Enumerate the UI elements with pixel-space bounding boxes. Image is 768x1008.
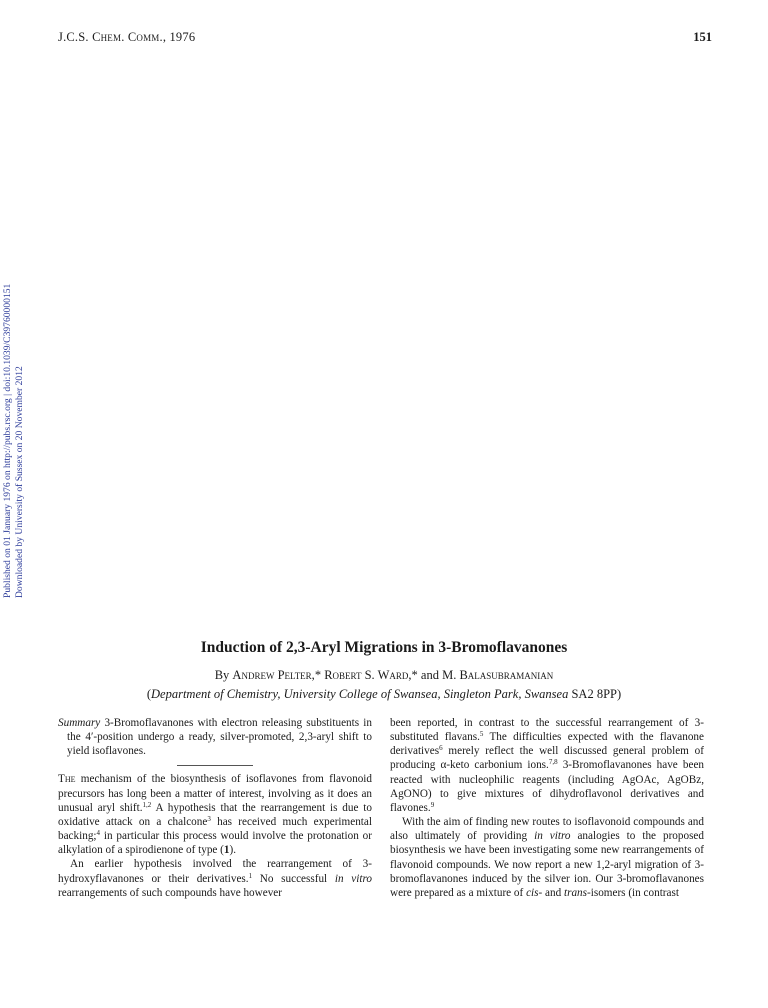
affiliation-text: Department of Chemistry, University College of Swansea, Singleton Park, Swansea (151, 687, 572, 701)
text-run: has received much experimental backing; (58, 815, 372, 843)
reference-mark: 7,8 (548, 758, 558, 767)
affiliation-paren: ( (146, 687, 152, 701)
download-notice: Downloaded by University of Sussex on 20 November 2012 (13, 366, 25, 598)
article-title: Induction of 2,3-Aryl Migrations in 3-Bromoflavanones (200, 639, 568, 656)
author-pelter: Andrew Pelter, (232, 668, 315, 682)
journal-citation (58, 30, 195, 45)
italic-term: trans (563, 886, 587, 899)
text-run: mechanism of the biosynthesis of isoflavones from flavonoid precursors has long been a matter of interest, involving as it does an unusual aryl shift. (58, 773, 372, 814)
journal-name: Chem. Comm. (92, 30, 163, 44)
reference-mark: 1,2 (142, 800, 152, 809)
section-divider (177, 765, 253, 766)
affiliation (0, 687, 768, 702)
journal-year: , 1976 (162, 30, 196, 44)
text-run: An earlier hypothesis involved the rearrangement of 3-hydroxyflavanones or their derivatives. (58, 858, 372, 885)
italic-term: cis (526, 886, 539, 899)
summary-text: 3-Bromoflavanones with electron releasing substituents in the 4′-position undergo a ready, silver-promoted, 2,3-aryl shift to yield isoflavones. (67, 717, 372, 758)
italic-term: in vitro (334, 872, 373, 885)
reference-mark: 5 (479, 730, 484, 739)
author-by: By (214, 668, 233, 682)
text-run: ). (229, 844, 237, 857)
page-number: 151 (693, 30, 712, 44)
italic-term: in vitro (534, 830, 571, 843)
reference-mark: 1 (248, 871, 253, 880)
journal-prefix: J.C.S. (58, 30, 93, 44)
text-run: analogies to the proposed biosynthesis we have been investigating some new rearrangements of flavonoid compounds. We now report a new 1,2-aryl migration of 3-bromoflavanones induced by the silver ion. Our 3-bromoflavanones were prepared as a mixture of (390, 830, 704, 899)
text-run: No successful (252, 872, 335, 885)
left-column (58, 716, 372, 900)
compound-number: 1 (223, 844, 230, 857)
reference-mark: 9 (430, 800, 435, 809)
author-separator: * (314, 668, 325, 682)
text-run: merely reflect the well discussed general problem of producing α-keto carbonium ions. (390, 745, 704, 772)
author-separator: * and (411, 668, 443, 682)
text-run: With the aim of finding new routes to isoflavonoid compounds and also ultimately of providing (390, 816, 704, 843)
publication-notice[interactable]: Published on 01 January 1976 on http://pubs.rsc.org | doi:10.1039/C39760000151 (2, 283, 13, 598)
postcode: SA2 8PP (571, 687, 617, 701)
lead-word: The (58, 773, 76, 786)
body-paragraph (390, 716, 704, 815)
text-run: - and (538, 886, 564, 899)
reference-mark: 4 (96, 829, 101, 838)
download-watermark (0, 0, 24, 620)
affiliation-paren: ) (616, 687, 622, 701)
text-run: rearrangements of such compounds have however (58, 886, 282, 899)
text-run: been reported, in contrast to the successful rearrangement of 3-substituted flavans. (390, 717, 704, 744)
author-balasubramanian: M. Balasubramanian (442, 668, 554, 682)
reference-mark: 6 (439, 744, 443, 753)
right-column (390, 716, 704, 900)
text-run: The difficulties expected with the flavanone derivatives (390, 731, 704, 758)
body-paragraph (58, 772, 372, 857)
author-ward: Robert S. Ward, (324, 668, 412, 682)
summary-label: Summary (58, 717, 101, 729)
text-run: A hypothesis that the rearrangement is due to oxidative attack on a chalcone (58, 801, 372, 828)
text-run: 3-Bromoflavanones have been reacted with nucleophilic reagents (including AgOAc, AgOBz, AgONO) to give mixtures of dihydroflavonol derivatives and flavones. (390, 759, 704, 814)
body-paragraph (58, 857, 372, 899)
summary-paragraph (58, 716, 372, 758)
text-run: in particular this process would involve the protonation or alkylation of a spirodienone of type ( (58, 830, 372, 857)
text-run: -isomers (in contrast (587, 886, 679, 899)
body-paragraph (390, 815, 704, 900)
reference-mark: 3 (207, 814, 211, 823)
author-line (0, 668, 768, 683)
